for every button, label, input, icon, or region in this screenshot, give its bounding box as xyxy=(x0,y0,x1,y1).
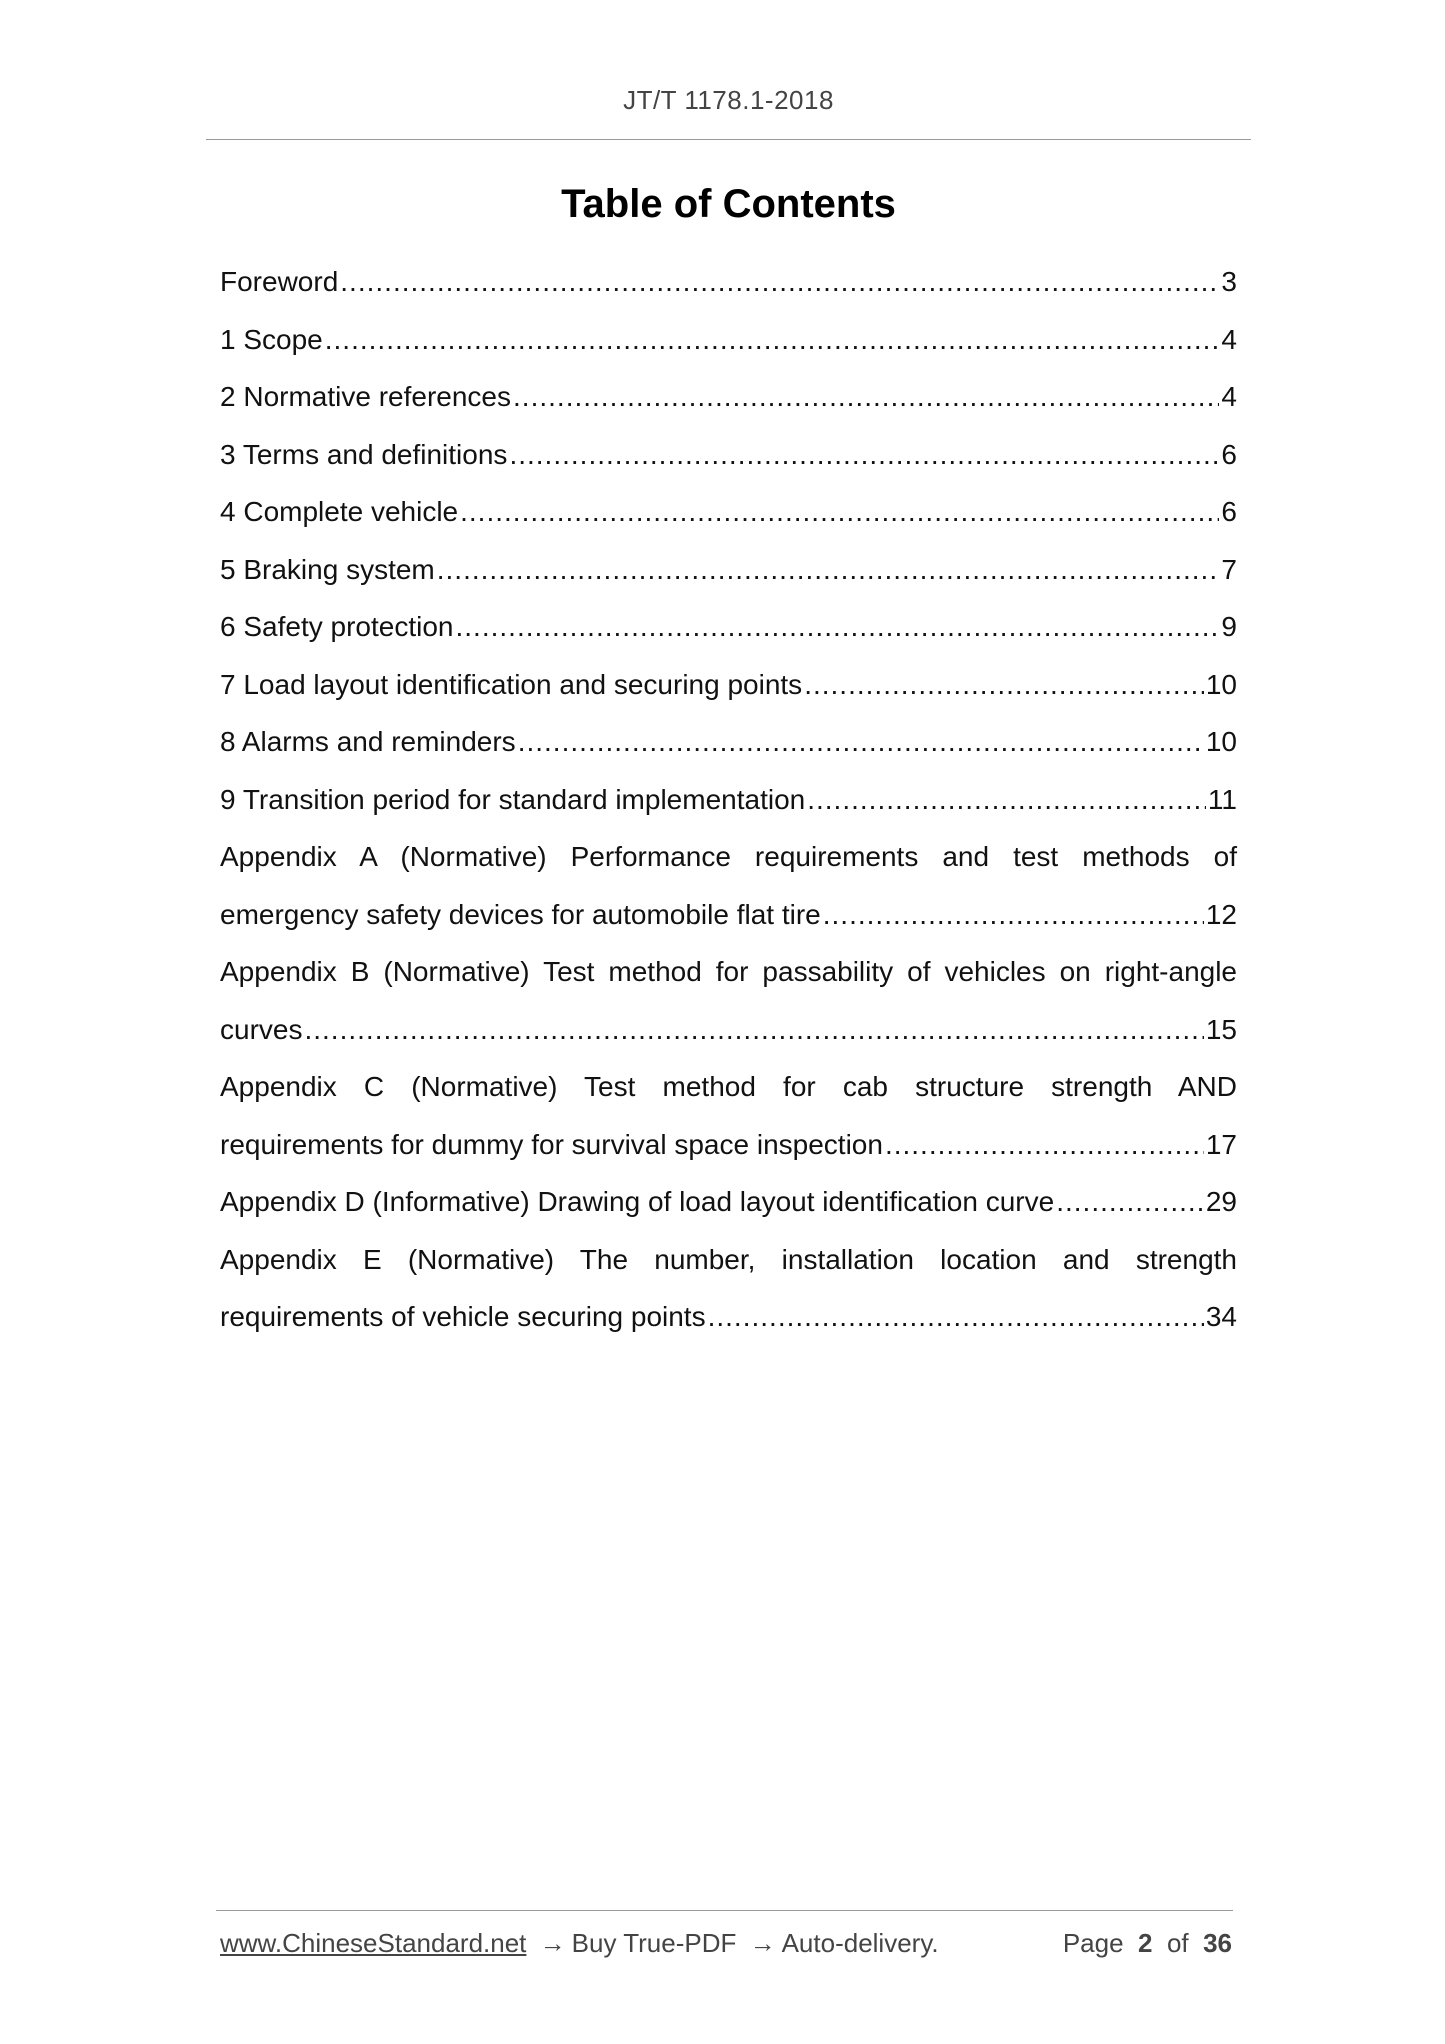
toc-entry-alarms-and-reminders[interactable] xyxy=(220,713,1237,771)
dot-leader xyxy=(823,886,1204,944)
dot-leader xyxy=(1056,1173,1204,1231)
dot-leader xyxy=(708,1288,1204,1346)
toc-entry-appendix-c-line2[interactable] xyxy=(220,1116,1237,1174)
toc-entry-page: 15 xyxy=(1205,1013,1237,1045)
toc-entry-complete-vehicle[interactable] xyxy=(220,483,1237,541)
page-title: Table of Contents xyxy=(561,182,896,226)
toc-entry-title: 7 Load layout identification and securing points xyxy=(220,668,803,700)
toc-entry-page: 4 xyxy=(1221,323,1237,355)
toc-entry-title: requirements for dummy for survival space inspection xyxy=(220,1128,883,1160)
toc-entry-title: Appendix D (Informative) Drawing of load layout identification curve xyxy=(220,1186,1055,1217)
toc-entry-title: Foreword xyxy=(220,266,339,297)
toc-entry-appendix-a-line2[interactable] xyxy=(220,886,1237,944)
buy-true-pdf-text: Buy True-PDF xyxy=(571,1928,737,1958)
toc-entry-page: 3 xyxy=(1221,266,1237,297)
toc-entry-appendix-b-line2[interactable] xyxy=(220,1001,1237,1059)
toc-entry-page: 6 xyxy=(1221,438,1237,470)
page-of: of xyxy=(1166,1928,1189,1958)
toc-entry-appendix-d[interactable] xyxy=(220,1173,1237,1231)
dot-leader xyxy=(455,598,1219,656)
dot-leader xyxy=(509,426,1219,484)
toc-entry-appendix-e-line1[interactable]: Appendix E (Normative) The number, installation location and strength xyxy=(220,1243,1237,1275)
toc-entry-page: 10 xyxy=(1205,668,1237,700)
toc-entry-safety-protection[interactable] xyxy=(220,598,1237,656)
header-divider xyxy=(206,139,1251,140)
toc-entry-page: 4 xyxy=(1221,381,1237,412)
dot-leader xyxy=(304,1001,1203,1059)
toc-entry-title: curves xyxy=(220,1013,303,1045)
toc-entry-appendix-b-line1[interactable]: Appendix B (Normative) Test method for passability of vehicles on right-angle xyxy=(220,956,1237,987)
toc-entry-title: 2 Normative references xyxy=(220,381,512,412)
toc-entry-normative-references[interactable] xyxy=(220,368,1237,426)
toc-entry-title: 3 Terms and definitions xyxy=(220,438,508,470)
document-header-id: JT/T 1178.1-2018 xyxy=(623,85,834,115)
toc-entry-page: 17 xyxy=(1205,1128,1237,1160)
toc-entry-page: 7 xyxy=(1221,553,1237,585)
dot-leader xyxy=(437,541,1220,599)
toc-entry-transition-period[interactable] xyxy=(220,771,1237,829)
page-current: 2 xyxy=(1138,1928,1153,1958)
toc-entry-title: 8 Alarms and reminders xyxy=(220,726,516,757)
toc-entry-page: 10 xyxy=(1205,726,1237,757)
page-indicator xyxy=(1063,1928,1232,1959)
dot-leader xyxy=(325,311,1220,369)
toc-entry-page: 6 xyxy=(1221,496,1237,527)
toc-entry-appendix-e-line2[interactable] xyxy=(220,1288,1237,1346)
website-link[interactable]: www.ChineseStandard.net xyxy=(220,1928,527,1958)
dot-leader xyxy=(518,713,1204,771)
toc-entry-page: 34 xyxy=(1205,1301,1237,1332)
footer-divider xyxy=(216,1910,1233,1911)
toc-entry-load-layout[interactable] xyxy=(220,656,1237,714)
toc-entry-foreword[interactable] xyxy=(220,253,1237,311)
toc-entry-terms-and-definitions[interactable] xyxy=(220,426,1237,484)
toc-entry-title: 4 Complete vehicle xyxy=(220,496,459,527)
dot-leader xyxy=(513,368,1219,426)
auto-delivery-text: Auto-delivery. xyxy=(781,1928,939,1958)
arrow-right-icon: → xyxy=(539,1928,566,1958)
page-label: Page xyxy=(1062,1928,1124,1958)
toc-entry-title: requirements of vehicle securing points xyxy=(220,1301,706,1332)
toc-entry-title: 5 Braking system xyxy=(220,553,435,585)
toc-entry-braking-system[interactable] xyxy=(220,541,1237,599)
toc-entry-scope[interactable] xyxy=(220,311,1237,369)
dot-leader xyxy=(885,1116,1204,1174)
dot-leader xyxy=(804,656,1204,714)
toc-entry-title: 1 Scope xyxy=(220,323,323,355)
dot-leader xyxy=(807,771,1206,829)
page-total: 36 xyxy=(1203,1928,1232,1958)
toc-entry-page: 11 xyxy=(1207,783,1237,815)
toc-entry-appendix-c-line1[interactable]: Appendix C (Normative) Test method for cab structure strength AND xyxy=(220,1071,1237,1102)
toc-entry-title: 6 Safety protection xyxy=(220,611,454,642)
toc-entry-page: 12 xyxy=(1205,898,1237,930)
toc-entry-page: 9 xyxy=(1221,611,1237,642)
arrow-right-icon: → xyxy=(749,1928,776,1958)
table-of-contents xyxy=(220,253,1237,1346)
dot-leader xyxy=(460,483,1219,541)
toc-entry-title: emergency safety devices for automobile flat tire xyxy=(220,898,821,930)
page-footer xyxy=(220,1928,1232,1959)
dot-leader xyxy=(340,253,1219,311)
toc-entry-page: 29 xyxy=(1205,1186,1237,1217)
toc-entry-appendix-a-line1[interactable]: Appendix A (Normative) Performance requirements and test methods of xyxy=(220,841,1237,872)
toc-entry-title: 9 Transition period for standard implementation xyxy=(220,783,806,815)
